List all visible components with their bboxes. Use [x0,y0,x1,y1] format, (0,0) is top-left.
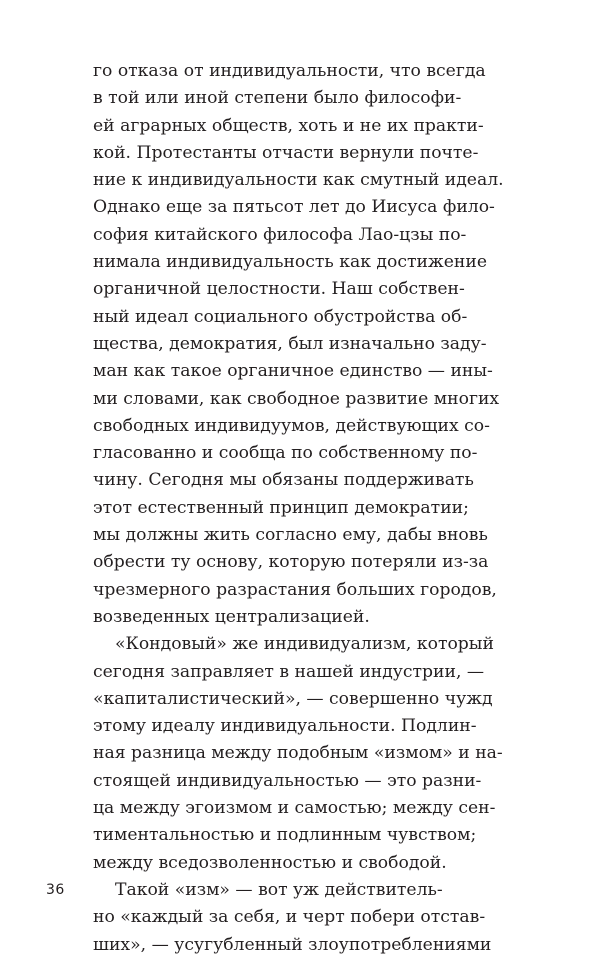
text-line: возведенных централизацией. [93,606,370,627]
paragraph-first-line: «Кондовый» же индивидуализм, который [115,634,494,655]
body-text [93,58,513,959]
text-line: ших», — усугубленный злоупотреблениями [93,934,492,955]
text-line: этому идеалу индивидуальности. Подлин- [93,716,477,737]
text-line: софия китайского философа Лао-цзы по- [93,224,467,245]
text-line: органичной целостности. Наш собствен- [93,279,465,300]
text-line: го отказа от индивидуальности, что всегда [93,61,486,81]
text-line: обрести ту основу, которую потеряли из-за [93,552,489,573]
text-line: ная разница между подобным «измом» и на- [93,743,503,764]
text-line: ман как такое органичное единство — ины- [93,361,493,382]
text-line: гласованно и сообща по собственному по- [93,443,478,464]
text-line: тиментальностью и подлинным чувством; [93,825,477,846]
text-line: ей аграрных обществ, хоть и не их практи- [93,115,484,136]
text-line: ный идеал социального обустройства об- [93,306,468,327]
page-number: 36 [46,882,65,898]
text-line: свободных индивидуумов, действующих со- [93,415,490,436]
text-line: этот естественный принцип демократии; [93,497,469,518]
text-line: чину. Сегодня мы обязаны поддерживать [93,470,474,491]
text-line: но «каждый за себя, и черт побери отстав- [93,907,486,928]
text-line: между вседозволенностью и свободой. [93,852,447,873]
text-line: ца между эгоизмом и самостью; между сен- [93,798,496,819]
text-line: стоящей индивидуальностью — это разни- [93,770,482,791]
text-line: в той или иной степени было философи- [93,88,462,109]
text-line: щества, демократия, был изначально заду- [93,333,487,354]
text-line: сегодня заправляет в нашей индустрии, — [93,661,485,682]
text-line: «капиталистический», — совершенно чужд [93,688,493,709]
text-line: Однако еще за пятьсот лет до Иисуса фило- [93,197,495,218]
text-line: чрезмерного разрастания больших городов, [93,579,497,600]
paragraph-first-line: Такой «изм» — вот уж действитель- [115,879,443,900]
text-line: ние к индивидуальности как смутный идеал. [93,170,504,191]
text-line: нимала индивидуальность как достижение [93,252,487,273]
text-line: мы должны жить согласно ему, дабы вновь [93,525,488,546]
text-line: ми словами, как свободное развитие многих [93,388,500,409]
text-line: кой. Протестанты отчасти вернули почте- [93,142,479,163]
